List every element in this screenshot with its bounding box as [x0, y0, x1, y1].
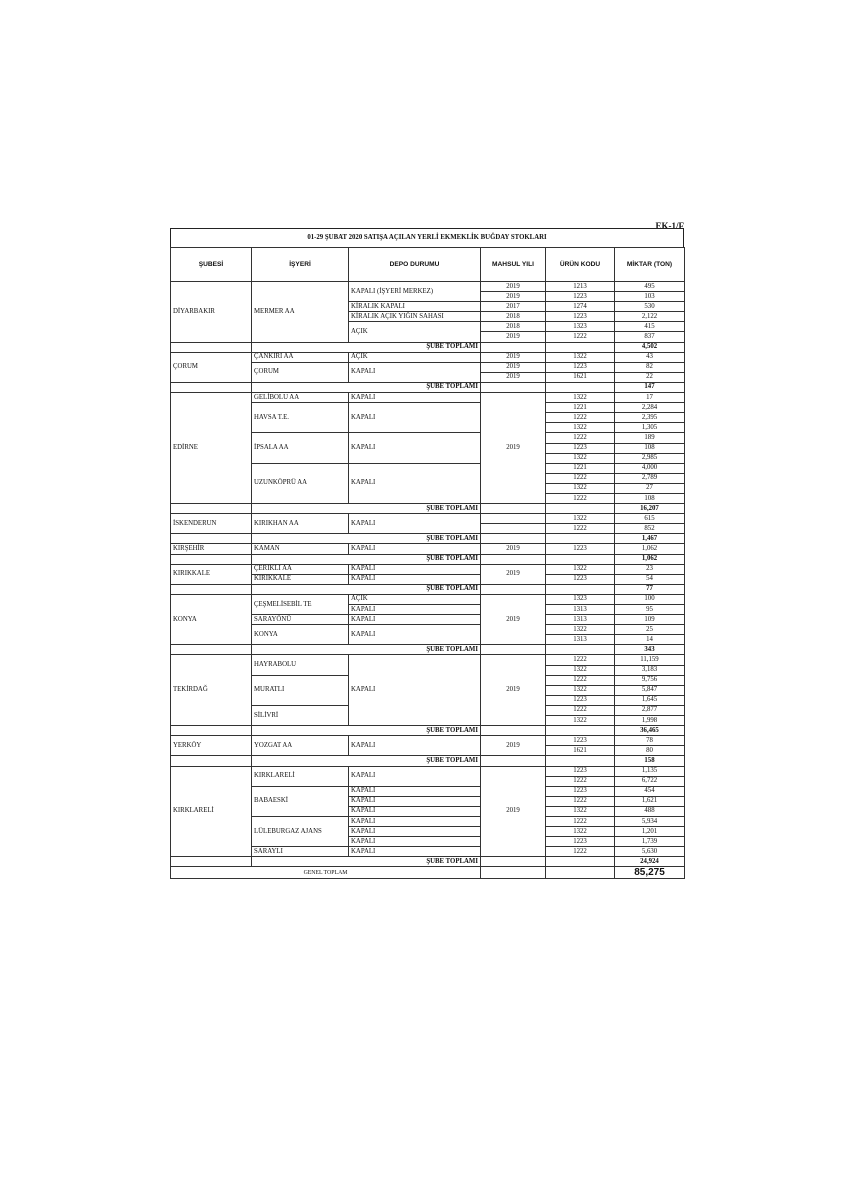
table-row: [171, 736, 685, 746]
quantity: 109: [615, 615, 685, 625]
crop-year: 2019: [481, 292, 546, 302]
grand-total-row: [171, 867, 685, 879]
product-code: 1322: [546, 716, 615, 726]
quantity: 95: [615, 605, 685, 615]
site-name: ÇANKIRI AA: [252, 352, 349, 362]
document-reference: EK-1/F: [655, 221, 684, 231]
subtotal-value: 24,924: [615, 857, 685, 867]
product-code: 1322: [546, 393, 615, 403]
subtotal-spacer: [171, 645, 252, 655]
product-code: 1222: [546, 473, 615, 483]
crop-year: 2019: [481, 372, 546, 382]
subtotal-label: ŞUBE TOPLAMI: [252, 645, 481, 655]
site-name: ÇERİKLİ AA: [252, 564, 349, 574]
product-code: 1222: [546, 705, 615, 715]
crop-year: 2019: [481, 766, 546, 857]
depot-status: KAPALI: [349, 433, 481, 463]
subtotal-spacer: [171, 584, 252, 594]
subtotal-label: ŞUBE TOPLAMI: [252, 554, 481, 564]
crop-year: 2019: [481, 594, 546, 644]
quantity: 1,062: [615, 544, 685, 554]
depot-status: KİRALIK KAPALI: [349, 302, 481, 312]
subtotal-row: [171, 857, 685, 867]
subtotal-label: ŞUBE TOPLAMI: [252, 857, 481, 867]
subtotal-label: ŞUBE TOPLAMI: [252, 726, 481, 736]
subtotal-spacer: [171, 534, 252, 544]
crop-year: [481, 514, 546, 524]
subtotal-value: 77: [615, 584, 685, 594]
depot-status: KAPALI: [349, 514, 481, 534]
quantity: 23: [615, 564, 685, 574]
product-code: 1322: [546, 827, 615, 837]
quantity: 2,985: [615, 453, 685, 463]
quantity: 1,135: [615, 766, 685, 776]
depot-status: KAPALI: [349, 837, 481, 847]
product-code: 1222: [546, 776, 615, 786]
quantity: 488: [615, 806, 685, 816]
product-code: 1222: [546, 433, 615, 443]
site-name: SARAYÖNÜ: [252, 615, 349, 625]
quantity: 2,789: [615, 473, 685, 483]
branch-name: ÇORUM: [171, 352, 252, 382]
crop-year: 2019: [481, 736, 546, 756]
quantity: 2,395: [615, 413, 685, 423]
product-code: 1322: [546, 806, 615, 816]
quantity: 11,159: [615, 655, 685, 665]
stock-table: [170, 247, 685, 879]
site-name: MERMER AA: [252, 282, 349, 343]
depot-status: KAPALI: [349, 766, 481, 786]
table-row: [171, 282, 685, 292]
quantity: 1,739: [615, 837, 685, 847]
quantity: 108: [615, 493, 685, 503]
table-title: 01-29 ŞUBAT 2020 SATIŞA AÇILAN YERLİ EKMEKLİK BUĞDAY STOKLARI: [170, 228, 684, 247]
site-name: KONYA: [252, 625, 349, 645]
product-code: 1222: [546, 847, 615, 857]
depot-status: KAPALI: [349, 736, 481, 756]
product-code: 1322: [546, 685, 615, 695]
site-name: ÇEŞMELİSEBİL TE: [252, 594, 349, 614]
product-code: 1222: [546, 655, 615, 665]
quantity: 17: [615, 393, 685, 403]
quantity: 837: [615, 332, 685, 342]
branch-name: KIRŞEHİR: [171, 544, 252, 554]
subtotal-spacer: [171, 554, 252, 564]
product-code: 1322: [546, 483, 615, 493]
site-name: LÜLEBURGAZ AJANS: [252, 816, 349, 846]
subtotal-value: 16,207: [615, 504, 685, 514]
product-code: 1621: [546, 746, 615, 756]
subtotal-spacer: [171, 382, 252, 392]
site-name: ÇORUM: [252, 362, 349, 382]
quantity: 1,645: [615, 695, 685, 705]
product-code: 1223: [546, 736, 615, 746]
subtotal-row: [171, 534, 685, 544]
quantity: 852: [615, 524, 685, 534]
quantity: 43: [615, 352, 685, 362]
depot-status: KİRALIK AÇIK YIĞIN SAHASI: [349, 312, 481, 322]
crop-year: 2017: [481, 302, 546, 312]
subtotal-spacer: [171, 504, 252, 514]
product-code: 1222: [546, 413, 615, 423]
header-crop-year: MAHSUL YILI: [481, 248, 546, 282]
branch-name: KIRIKKALE: [171, 564, 252, 584]
subtotal-label: ŞUBE TOPLAMI: [252, 342, 481, 352]
product-code: 1222: [546, 796, 615, 806]
product-code: 1313: [546, 615, 615, 625]
quantity: 100: [615, 594, 685, 604]
product-code: 1223: [546, 443, 615, 453]
grand-total-label: GENEL TOPLAM: [171, 867, 481, 879]
subtotal-spacer: [481, 534, 546, 544]
product-code: 1274: [546, 302, 615, 312]
crop-year: 2019: [481, 332, 546, 342]
subtotal-value: 36,465: [615, 726, 685, 736]
subtotal-label: ŞUBE TOPLAMI: [252, 584, 481, 594]
header-product-code: ÜRÜN KODU: [546, 248, 615, 282]
branch-name: KONYA: [171, 594, 252, 644]
branch-name: YERKÖY: [171, 736, 252, 756]
depot-status: KAPALI (İŞYERİ MERKEZ): [349, 282, 481, 302]
quantity: 4,000: [615, 463, 685, 473]
branch-name: TEKİRDAĞ: [171, 655, 252, 726]
site-name: KIRKLARELİ: [252, 766, 349, 786]
subtotal-spacer: [481, 726, 546, 736]
crop-year: 2018: [481, 322, 546, 332]
product-code: 1313: [546, 605, 615, 615]
subtotal-row: [171, 342, 685, 352]
depot-status: KAPALI: [349, 564, 481, 574]
product-code: 1223: [546, 544, 615, 554]
product-code: 1221: [546, 403, 615, 413]
quantity: 1,201: [615, 827, 685, 837]
subtotal-spacer: [171, 342, 252, 352]
subtotal-spacer: [546, 756, 615, 766]
product-code: 1221: [546, 463, 615, 473]
subtotal-spacer: [481, 857, 546, 867]
product-code: 1222: [546, 524, 615, 534]
quantity: 54: [615, 574, 685, 584]
product-code: 1223: [546, 362, 615, 372]
grand-total-spacer: [481, 867, 546, 879]
quantity: 189: [615, 433, 685, 443]
quantity: 1,305: [615, 423, 685, 433]
subtotal-spacer: [171, 726, 252, 736]
quantity: 108: [615, 443, 685, 453]
subtotal-spacer: [481, 504, 546, 514]
product-code: 1222: [546, 493, 615, 503]
quantity: 495: [615, 282, 685, 292]
subtotal-row: [171, 756, 685, 766]
subtotal-spacer: [546, 382, 615, 392]
subtotal-value: 343: [615, 645, 685, 655]
quantity: 415: [615, 322, 685, 332]
product-code: 1223: [546, 292, 615, 302]
quantity: 25: [615, 625, 685, 635]
header-site: İŞYERİ: [252, 248, 349, 282]
subtotal-value: 4,502: [615, 342, 685, 352]
crop-year: 2019: [481, 544, 546, 554]
quantity: 615: [615, 514, 685, 524]
subtotal-spacer: [481, 584, 546, 594]
subtotal-spacer: [481, 342, 546, 352]
subtotal-value: 1,062: [615, 554, 685, 564]
crop-year: 2019: [481, 393, 546, 504]
product-code: 1322: [546, 665, 615, 675]
depot-status: KAPALI: [349, 786, 481, 796]
product-code: 1213: [546, 282, 615, 292]
depot-status: KAPALI: [349, 816, 481, 826]
subtotal-spacer: [171, 857, 252, 867]
quantity: 27: [615, 483, 685, 493]
subtotal-label: ŞUBE TOPLAMI: [252, 534, 481, 544]
depot-status: AÇIK: [349, 594, 481, 604]
table-row: [171, 393, 685, 403]
quantity: 1,621: [615, 796, 685, 806]
quantity: 454: [615, 786, 685, 796]
quantity: 80: [615, 746, 685, 756]
depot-status: KAPALI: [349, 625, 481, 645]
subtotal-label: ŞUBE TOPLAMI: [252, 504, 481, 514]
table-row: [171, 594, 685, 604]
header-row: [171, 248, 685, 282]
crop-year: 2019: [481, 352, 546, 362]
table-row: [171, 514, 685, 524]
subtotal-spacer: [546, 504, 615, 514]
crop-year: 2019: [481, 564, 546, 584]
site-name: YOZGAT AA: [252, 736, 349, 756]
stock-sheet: [170, 228, 684, 879]
header-quantity: MİKTAR (TON): [615, 248, 685, 282]
depot-status: KAPALI: [349, 615, 481, 625]
quantity: 1,998: [615, 716, 685, 726]
subtotal-row: [171, 554, 685, 564]
quantity: 2,122: [615, 312, 685, 322]
depot-status: KAPALI: [349, 403, 481, 433]
subtotal-spacer: [546, 584, 615, 594]
depot-status: KAPALI: [349, 847, 481, 857]
product-code: 1223: [546, 837, 615, 847]
depot-status: AÇIK: [349, 322, 481, 342]
depot-status: KAPALI: [349, 605, 481, 615]
product-code: 1323: [546, 594, 615, 604]
subtotal-row: [171, 504, 685, 514]
site-name: SİLİVRİ: [252, 705, 349, 725]
quantity: 530: [615, 302, 685, 312]
site-name: BABAESKİ: [252, 786, 349, 816]
product-code: 1323: [546, 322, 615, 332]
subtotal-spacer: [546, 534, 615, 544]
quantity: 82: [615, 362, 685, 372]
subtotal-spacer: [481, 382, 546, 392]
product-code: 1223: [546, 786, 615, 796]
subtotal-spacer: [481, 645, 546, 655]
quantity: 2,877: [615, 705, 685, 715]
branch-name: DİYARBAKIR: [171, 282, 252, 343]
depot-status: KAPALI: [349, 574, 481, 584]
quantity: 6,722: [615, 776, 685, 786]
branch-name: EDİRNE: [171, 393, 252, 504]
site-name: KIRIKHAN AA: [252, 514, 349, 534]
grand-total-value: 85,275: [615, 867, 685, 879]
header-branch: ŞUBESİ: [171, 248, 252, 282]
subtotal-spacer: [481, 554, 546, 564]
crop-year: 2019: [481, 362, 546, 372]
quantity: 22: [615, 372, 685, 382]
crop-year: 2018: [481, 312, 546, 322]
table-row: [171, 544, 685, 554]
product-code: 1223: [546, 695, 615, 705]
subtotal-spacer: [171, 756, 252, 766]
subtotal-row: [171, 382, 685, 392]
product-code: 1222: [546, 816, 615, 826]
site-name: UZUNKÖPRÜ AA: [252, 463, 349, 503]
subtotal-spacer: [546, 342, 615, 352]
crop-year: 2019: [481, 655, 546, 726]
subtotal-spacer: [546, 857, 615, 867]
subtotal-value: 1,467: [615, 534, 685, 544]
depot-status: KAPALI: [349, 362, 481, 382]
quantity: 3,183: [615, 665, 685, 675]
table-row: [171, 655, 685, 665]
quantity: 103: [615, 292, 685, 302]
depot-status: KAPALI: [349, 463, 481, 503]
product-code: 1223: [546, 312, 615, 322]
header-depot: DEPO DURUMU: [349, 248, 481, 282]
subtotal-row: [171, 645, 685, 655]
subtotal-value: 147: [615, 382, 685, 392]
site-name: HAYRABOLU: [252, 655, 349, 675]
product-code: 1313: [546, 635, 615, 645]
product-code: 1322: [546, 352, 615, 362]
site-name: MURATLI: [252, 675, 349, 705]
quantity: 2,284: [615, 403, 685, 413]
subtotal-spacer: [481, 756, 546, 766]
product-code: 1223: [546, 574, 615, 584]
subtotal-label: ŞUBE TOPLAMI: [252, 382, 481, 392]
quantity: 5,630: [615, 847, 685, 857]
branch-name: KIRKLARELİ: [171, 766, 252, 857]
subtotal-value: 158: [615, 756, 685, 766]
site-name: İPSALA AA: [252, 433, 349, 463]
table-row: [171, 564, 685, 574]
subtotal-spacer: [546, 726, 615, 736]
site-name: GELİBOLU AA: [252, 393, 349, 403]
site-name: SARAYLI: [252, 847, 349, 857]
quantity: 78: [615, 736, 685, 746]
crop-year: 2019: [481, 282, 546, 292]
crop-year: [481, 524, 546, 534]
product-code: 1322: [546, 453, 615, 463]
site-name: HAVSA T.E.: [252, 403, 349, 433]
quantity: 5,847: [615, 685, 685, 695]
subtotal-label: ŞUBE TOPLAMI: [252, 756, 481, 766]
quantity: 5,934: [615, 816, 685, 826]
subtotal-spacer: [546, 645, 615, 655]
product-code: 1322: [546, 564, 615, 574]
product-code: 1222: [546, 332, 615, 342]
depot-status: KAPALI: [349, 544, 481, 554]
depot-status: KAPALI: [349, 796, 481, 806]
subtotal-row: [171, 584, 685, 594]
subtotal-row: [171, 726, 685, 736]
table-row: [171, 352, 685, 362]
quantity: 9,756: [615, 675, 685, 685]
product-code: 1223: [546, 766, 615, 776]
depot-status: KAPALI: [349, 393, 481, 403]
depot-status: KAPALI: [349, 655, 481, 726]
product-code: 1322: [546, 514, 615, 524]
table-row: [171, 766, 685, 776]
product-code: 1222: [546, 675, 615, 685]
depot-status: KAPALI: [349, 827, 481, 837]
depot-status: KAPALI: [349, 806, 481, 816]
depot-status: AÇIK: [349, 352, 481, 362]
product-code: 1322: [546, 423, 615, 433]
grand-total-spacer: [546, 867, 615, 879]
branch-name: İSKENDERUN: [171, 514, 252, 534]
quantity: 14: [615, 635, 685, 645]
site-name: KIRIKKALE: [252, 574, 349, 584]
product-code: 1322: [546, 625, 615, 635]
subtotal-spacer: [546, 554, 615, 564]
product-code: 1621: [546, 372, 615, 382]
site-name: KAMAN: [252, 544, 349, 554]
